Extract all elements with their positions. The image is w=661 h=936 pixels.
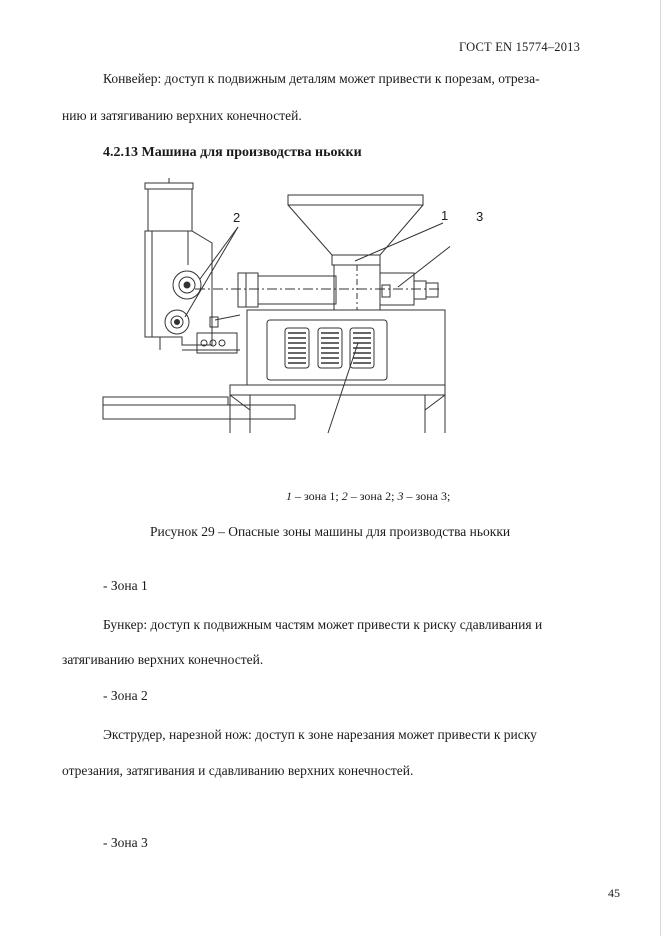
zone-1-text-line-1: Бункер: доступ к подвижным частям может привести к риску сдавливания и	[103, 617, 543, 632]
zone-3-label: - Зона 3	[103, 835, 148, 850]
figure-legend	[286, 489, 450, 504]
extruder-front	[238, 273, 258, 307]
conveyor-frame	[103, 405, 295, 419]
legend-zone-1: – зона 1;	[292, 489, 342, 503]
legend-number-3: 3	[397, 489, 404, 503]
conveyor-belt	[103, 397, 228, 405]
zone-2-text-line-1: Экструдер, нарезной нож: доступ к зоне нарезания может привести к риску	[103, 727, 537, 742]
extruder-barrel	[258, 276, 336, 304]
legend-zone-2: – зона 2;	[347, 489, 398, 503]
left-hopper	[148, 189, 192, 231]
callout-3: 3	[476, 209, 484, 224]
gnocchi-machine-drawing	[100, 175, 450, 437]
callout-2: 2	[233, 210, 241, 225]
left-hopper-cap	[145, 183, 193, 189]
machine-base	[230, 385, 445, 395]
zone-1-text-line-2: затягиванию верхних конечностей.	[62, 652, 264, 667]
legend-number-2: 2	[341, 489, 348, 503]
main-hopper-rim	[288, 195, 423, 205]
zone-1-label: - Зона 1	[103, 578, 148, 593]
callout-3-leader	[398, 227, 450, 287]
figure-caption: Рисунок 29 – Опасные зоны машины для производства ньокки	[150, 524, 511, 539]
callout-2-leader-a	[200, 227, 238, 279]
machine-cabinet	[247, 310, 445, 385]
machine-line-drawing	[100, 175, 450, 437]
callout-1: 1	[441, 208, 449, 223]
page-number: 45	[608, 886, 620, 900]
zone-2-text-line-2: отрезания, затягивания и сдавливанию верхних конечностей.	[62, 763, 414, 778]
zone-2-label: - Зона 2	[103, 688, 148, 703]
legend-number-1: 1	[286, 489, 292, 503]
callout-1-leader	[355, 223, 443, 261]
conveyor-paragraph-line-1: Конвейер: доступ к подвижным деталям может привести к порезам, отреза-	[103, 71, 540, 86]
section-heading: 4.2.13 Машина для производства ньокки	[103, 145, 362, 160]
cabinet-leader	[328, 343, 358, 433]
main-hopper-funnel	[288, 205, 423, 255]
conveyor-paragraph-line-2: нию и затягиванию верхних конечностей.	[62, 108, 302, 123]
standard-header: ГОСТ EN 15774–2013	[459, 40, 581, 54]
legend-zone-3: – зона 3;	[403, 489, 451, 503]
